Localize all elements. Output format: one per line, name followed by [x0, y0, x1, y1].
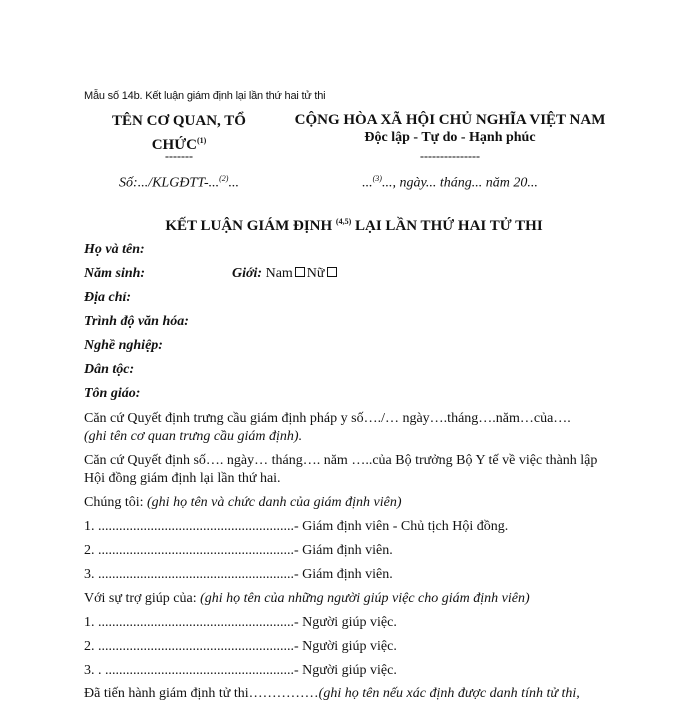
- field-religion: Tôn giáo:: [84, 386, 141, 401]
- helpers-intro-lead: Với sự trợ giúp của:: [84, 591, 197, 606]
- helpers-intro-note: (ghi họ tên của những người giúp việc cho giám định viên): [200, 591, 530, 606]
- male-checkbox[interactable]: [295, 267, 305, 277]
- experts-intro-lead: Chúng tôi:: [84, 495, 144, 510]
- organization-name-text: TÊN CƠ QUAN, TỔ CHỨC: [112, 113, 246, 153]
- expert-line-3: 3. ........................................................- Giám định viên.: [84, 567, 393, 582]
- expert-line-2: 2. ........................................................- Giám định viên.: [84, 543, 393, 558]
- organization-divider: -------: [165, 149, 193, 163]
- document-date: [270, 174, 630, 192]
- document-date-footnote-ref: (3): [372, 174, 382, 183]
- document-number-suffix: ...: [228, 175, 239, 191]
- field-address: Địa chỉ:: [84, 290, 132, 305]
- paragraph-request-basis: [84, 410, 614, 446]
- helper-line-1: 1. ........................................................- Người giúp việc.: [84, 615, 397, 630]
- request-basis-note: (ghi tên cơ quan trưng cầu giám định).: [84, 429, 303, 444]
- paragraph-examination: [84, 685, 580, 703]
- helper-line-3: 3. . ......................................................- Người giúp việc.: [84, 663, 397, 678]
- field-name: Họ và tên:: [84, 242, 145, 257]
- organization-footnote-ref: (1): [196, 136, 207, 145]
- helper-line-2: 2. ........................................................- Người giúp việc.: [84, 639, 397, 654]
- paragraph-council-basis: Căn cứ Quyết định số…. ngày… tháng…. năm …..của Bộ trưởng Bộ Y tế về việc thành lập Hội đồng giám định lại lần thứ hai.: [84, 453, 598, 486]
- document-date-prefix: ...: [362, 175, 373, 191]
- document-title-footnote-ref: (4,5): [335, 217, 352, 226]
- document-number-prefix: Số:.../KLGĐTT-...: [119, 175, 220, 191]
- document-number: [84, 174, 274, 192]
- form-code: Mẫu số 14b. Kết luận giám định lại lần thứ hai tử thi: [84, 90, 326, 102]
- national-title: CỘNG HÒA XÃ HỘI CHỦ NGHĨA VIỆT NAM: [294, 112, 606, 128]
- field-education: Trình độ văn hóa:: [84, 314, 189, 329]
- motto-divider: ---------------: [420, 149, 480, 163]
- document-number-footnote-ref: (2): [219, 174, 229, 183]
- gender-male-label: Nam: [265, 266, 293, 281]
- female-checkbox[interactable]: [327, 267, 337, 277]
- gender-female-label: Nữ: [306, 266, 325, 281]
- national-motto: Độc lập - Tự do - Hạnh phúc: [364, 130, 536, 145]
- experts-intro-note: (ghi họ tên và chức danh của giám định viên): [147, 495, 402, 510]
- examination-note: (ghi họ tên nếu xác định được danh tính tử thi,: [318, 686, 580, 701]
- document-title-before: KẾT LUẬN GIÁM ĐỊNH: [165, 218, 333, 234]
- request-basis-text: Căn cứ Quyết định trưng cầu giám định pháp y số…./… ngày….tháng….năm…của….: [84, 411, 571, 426]
- paragraph-experts-intro: [84, 494, 402, 512]
- gender-label: Giới:: [232, 266, 263, 281]
- document-title: [84, 217, 624, 235]
- document-date-suffix: ..., ngày... tháng... năm 20...: [381, 175, 538, 191]
- expert-line-1: 1. ........................................................- Giám định viên - Chủ tịch Hội đồng.: [84, 519, 509, 534]
- field-birth-year: Năm sinh:: [84, 266, 146, 281]
- document-title-after: LẠI LẦN THỨ HAI TỬ THI: [354, 218, 543, 234]
- examination-lead: Đã tiến hành giám định tử thi……………: [84, 686, 319, 701]
- field-gender: [232, 266, 339, 282]
- paragraph-helpers-intro: [84, 590, 530, 608]
- field-occupation: Nghề nghiệp:: [84, 338, 163, 353]
- field-ethnicity: Dân tộc:: [84, 362, 135, 377]
